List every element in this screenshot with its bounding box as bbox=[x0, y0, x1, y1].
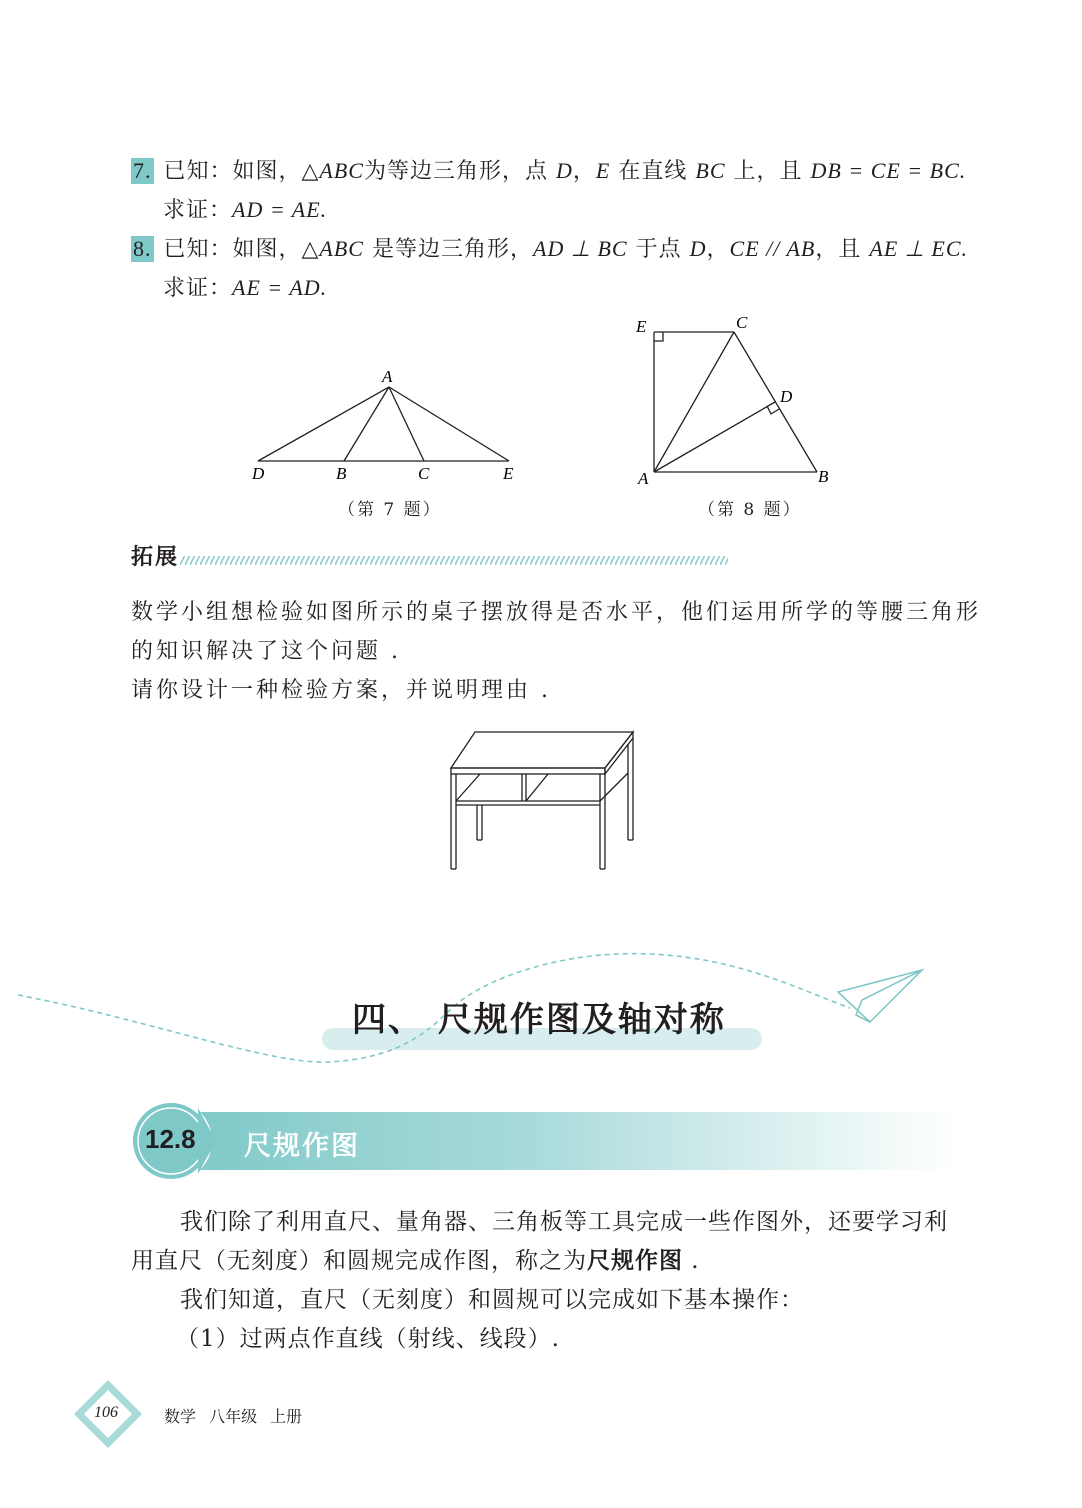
label-e: E bbox=[503, 464, 514, 483]
problem-8-line-1: 8. 已知：如图，△ABC 是等边三角形，AD ⊥ BC 于点 D，CE // AB，且 AE ⊥ EC. bbox=[133, 236, 969, 262]
figure-7 bbox=[240, 360, 530, 490]
term-ruler-compass: 尺规作图 bbox=[587, 1248, 683, 1274]
label-b: B bbox=[336, 464, 347, 483]
label-e: E bbox=[636, 317, 647, 336]
problem-7-line-1: 7. 已知：如图，△ABC为等边三角形，点 D，E 在直线 BC 上，且 DB = CE = BC. bbox=[133, 158, 967, 184]
label-b: B bbox=[818, 467, 829, 486]
section-name: 尺规作图 bbox=[244, 1131, 360, 1162]
body-para-1-line-1: 我们除了利用直尺、量角器、三角板等工具完成一些作图外，还要学习利 bbox=[180, 1209, 948, 1235]
label-a: A bbox=[382, 367, 393, 386]
section-number: 12.8 bbox=[145, 1124, 196, 1154]
problem-7-line-2: 求证：AD = AE. bbox=[163, 197, 328, 223]
figure-8 bbox=[628, 310, 848, 490]
extension-heading: 拓展 bbox=[131, 545, 180, 570]
body-para-2: 我们知道，直尺（无刻度）和圆规可以完成如下基本操作： bbox=[180, 1287, 804, 1313]
line-ab bbox=[344, 387, 389, 461]
table-side-edge bbox=[605, 732, 633, 774]
line-cb bbox=[734, 332, 817, 472]
problem-8-line-2: 求证：AE = AD. bbox=[163, 275, 328, 301]
extension-para-2: 请你设计一种检验方案，并说明理由 . bbox=[131, 678, 551, 703]
extension-hatch-bar bbox=[180, 555, 728, 567]
figure-7-caption: （第 7 题） bbox=[338, 500, 442, 520]
problem-8-number: 8. bbox=[133, 236, 152, 261]
line-ac bbox=[654, 332, 734, 472]
label-d: D bbox=[780, 387, 793, 406]
right-angle-e bbox=[654, 332, 663, 341]
table-illustration bbox=[440, 725, 640, 875]
table-top bbox=[451, 732, 633, 768]
label-c: C bbox=[418, 464, 430, 483]
label-d: D bbox=[252, 464, 265, 483]
line-ad bbox=[258, 387, 389, 461]
chapter-title: 四、 尺规作图及轴对称 bbox=[352, 1000, 726, 1040]
figure-8-caption: （第 8 题） bbox=[698, 500, 802, 520]
problem-7-number: 7. bbox=[133, 158, 152, 183]
line-ad bbox=[654, 402, 775, 472]
extension-para-1-line-1: 数学小组想检验如图所示的桌子摆放得是否水平，他们运用所学的等腰三角形 bbox=[131, 600, 982, 625]
body-para-3: （1）过两点作直线（射线、线段）. bbox=[176, 1326, 560, 1352]
page-number: 106 bbox=[94, 1404, 118, 1421]
footer-book-title: 数学 八年级 上册 bbox=[164, 1407, 303, 1426]
body-para-1-line-2: 用直尺（无刻度）和圆规完成作图，称之为尺规作图 . bbox=[131, 1248, 700, 1274]
table-front-edge bbox=[451, 768, 605, 774]
right-angle-d bbox=[767, 406, 779, 414]
label-a: A bbox=[638, 469, 649, 488]
extension-para-1-line-2: 的知识解决了这个问题 . bbox=[131, 639, 401, 664]
paper-plane-icon bbox=[838, 970, 922, 1022]
label-c: C bbox=[736, 313, 748, 332]
